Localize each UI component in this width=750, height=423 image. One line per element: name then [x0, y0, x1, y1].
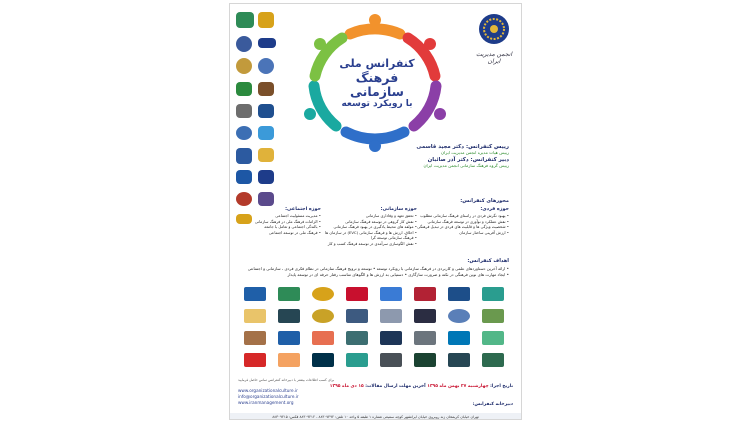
sponsor-logo: [414, 331, 436, 345]
emblem-head: [304, 108, 316, 120]
axis-item: • اخلاق، ارزش ها و فرهنگ سازمانی (EVC) در سازمان ها: [325, 229, 417, 235]
emblem-segment-blue: [346, 132, 404, 139]
sponsor-logo: [346, 353, 368, 367]
secretariat-label: دبیرخانه کنفرانس:: [472, 402, 513, 407]
sponsor-logo: [482, 287, 504, 301]
sponsor-logo: [312, 309, 334, 323]
axis-item: • بهبود نگرش فردی در راستای فرهنگ سازمانی مطلوب: [420, 213, 509, 218]
axis-item: • مدیریت مسئولیت اجتماعی: [275, 213, 321, 218]
sponsor-logo: [236, 36, 252, 52]
axes-heading: محورهای کنفرانس:: [460, 198, 509, 204]
deadline-label: آخرین مهلت ارسال مقالات:: [363, 384, 428, 389]
sponsor-logo: [448, 287, 470, 301]
sponsor-logo: [346, 309, 368, 323]
conference-chairs: [359, 144, 509, 171]
organizer-logo: [475, 12, 513, 65]
sponsor-logo: [258, 126, 274, 140]
axis-organizational: [327, 207, 417, 246]
axis-item: • مولفه های محیط یادگیری در بهبود فرهنگ سازمانی: [333, 224, 417, 229]
organizer-caption: انجمن مدیریت ایران: [475, 51, 513, 65]
sponsor-logo: [236, 148, 252, 164]
email-link[interactable]: info@organizationalculture.ir: [238, 393, 299, 399]
address-bar: تهران خیابان کریمخان زند روبروی خیابان ایرانشهر کوچه سمیعی شماره ۱ طبقه ۵ واحد ۱۰ تلفن: ۸۸۳۰۷۴۹۲ - ۸۸۳۰۹۲۱۲ فکس: ۸۸۳۰۹۲۱۵: [230, 413, 521, 420]
chair-description: رییس هیات مدیره انجمن مدیریت ایران: [441, 150, 509, 155]
sponsor-logo: [414, 353, 436, 367]
sponsor-logo: [312, 353, 334, 367]
sponsor-logo: [236, 12, 254, 28]
axis-title: حوزه سازمانی:: [380, 207, 417, 212]
axis-item: • نقش الگوسازی سرآمدی در توسعه فرهنگ کسب و کار: [327, 240, 417, 246]
sponsor-logo: [448, 309, 470, 323]
goals-heading: اهداف کنفرانس:: [467, 258, 509, 264]
sponsor-logo: [414, 287, 436, 301]
chair-name: رییس کنفرانس: دکتر مجید قاسمی: [416, 144, 509, 150]
sponsor-logo: [236, 192, 252, 206]
sponsor-logo: [448, 331, 470, 345]
sponsor-logo: [312, 331, 334, 345]
sponsor-logo: [236, 170, 252, 184]
sponsor-logo: [380, 331, 402, 345]
axis-item: • نقش کار گروهی در توسعه فرهنگ سازمانی: [345, 218, 417, 224]
emblem-head: [434, 108, 446, 120]
axis-item: • الزامات فرهنگ ملی در فرهنگ سازمانی: [254, 218, 321, 224]
axis-item: • فرهنگ ملی در توسعه اجتماعی: [268, 229, 321, 235]
sponsor-logo: [380, 353, 402, 367]
sponsor-logo: [380, 287, 402, 301]
sponsor-logo: [346, 331, 368, 345]
sponsor-logo: [278, 331, 300, 345]
axis-item: • فرهنگ سازمانی توسعه گرا: [370, 235, 417, 240]
sponsor-logo: [414, 309, 436, 323]
goal-item: • ایجاد مهارت های نوین فرهنگی در نکته و ضرورت سازگاری • دستیابی به ارزش ها و الگوهای مناسب رفتار حرفه ای در توسعه پایدار: [287, 272, 509, 278]
event-date-label: تاریخ اجرا:: [488, 384, 513, 389]
sponsor-logo: [244, 309, 266, 323]
sponsor-logo: [236, 82, 252, 96]
sponsor-logo: [346, 287, 368, 301]
axis-item: • بالندگی اجتماعی و تعامل با جامعه: [264, 224, 321, 229]
sponsor-logo: [380, 309, 402, 323]
sponsor-logo: [258, 58, 274, 74]
sponsor-logo: [482, 331, 504, 345]
website-link[interactable]: www.organizationalculture.ir: [238, 388, 298, 393]
title-line-1: کنفرانس ملی: [339, 57, 415, 70]
axis-item: • نقش عملکرد و نوآوری در توسعه فرهنگ سازمانی: [427, 218, 509, 224]
sponsor-logo: [278, 353, 300, 367]
contact-note: برای کسب اطلاعات بیشتر با دبیرخانه کنفرانس تماس حاصل فرمایید: [238, 378, 335, 382]
sponsor-logo: [244, 331, 266, 345]
sponsor-logo: [236, 104, 252, 118]
sponsor-grid: [238, 287, 514, 373]
goal-item: • ارائه آخرین دستاوردهای علمی و کاربردی در فرهنگ سازمانی با رویکرد توسعه • توسعه و ترویج فرهنگ سازمانی در نظام فکری فردی ، سازمانی و اجتماعی: [247, 266, 509, 271]
axis-title: حوزه فردی:: [480, 207, 509, 212]
axis-item: • تحقق تعهد و وفاداری سازمانی: [365, 213, 417, 218]
axis-individual: [417, 207, 509, 235]
axis-item: • ارزش آفرینی ساختار سازمان: [459, 229, 509, 235]
event-date-value: چهارشنبه ۲۷ بهمن ماه ۱۳۹۵: [427, 384, 489, 389]
title-line-2: فرهنگ سازمانی: [350, 69, 404, 100]
sponsor-logo: [258, 38, 276, 48]
sponsor-logo: [482, 353, 504, 367]
association-link[interactable]: www.iranmanagement.org: [238, 399, 294, 405]
deadline-value: ۱۵ دی ماه ۱۳۹۵: [329, 384, 364, 389]
sponsor-logo: [244, 287, 266, 301]
title-line-3: با رویکرد توسعه: [341, 99, 413, 110]
organizer-seal-icon: [477, 12, 511, 46]
sponsor-logo: [312, 287, 334, 301]
axis-title: حوزه اجتماعی:: [285, 207, 321, 212]
emblem-head: [424, 38, 436, 50]
secretary-name: دبیر کنفرانس: دکتر آذر صائبان: [427, 157, 509, 164]
sponsor-logo: [278, 287, 300, 301]
sponsor-logo: [258, 148, 274, 162]
sponsor-logo: [244, 353, 266, 367]
sponsor-logo: [258, 104, 274, 118]
emblem-head: [369, 14, 381, 26]
axis-item: • شخصیت ویژگی ها و قابلیت های فردی در تبدیل فرهنگی: [417, 224, 509, 229]
sponsor-logo: [448, 353, 470, 367]
secretary-description: رییس گروه فرهنگ سازمانی انجمن مدیریت ایران: [423, 163, 509, 169]
sponsor-logo: [258, 170, 274, 184]
sponsor-logo: [258, 82, 274, 96]
sponsor-logo: [236, 126, 252, 140]
emblem-head: [314, 38, 326, 50]
sponsor-logo: [258, 12, 274, 28]
goals-list: [247, 266, 509, 279]
conference-poster: [229, 3, 522, 420]
conference-title: [328, 58, 426, 110]
emblem-segment-orange: [350, 29, 400, 34]
sponsor-logo: [236, 58, 252, 74]
axis-social: [241, 207, 321, 235]
sponsor-logo: [278, 309, 300, 323]
sponsor-logo: [482, 309, 504, 323]
sponsor-logo: [258, 192, 274, 206]
